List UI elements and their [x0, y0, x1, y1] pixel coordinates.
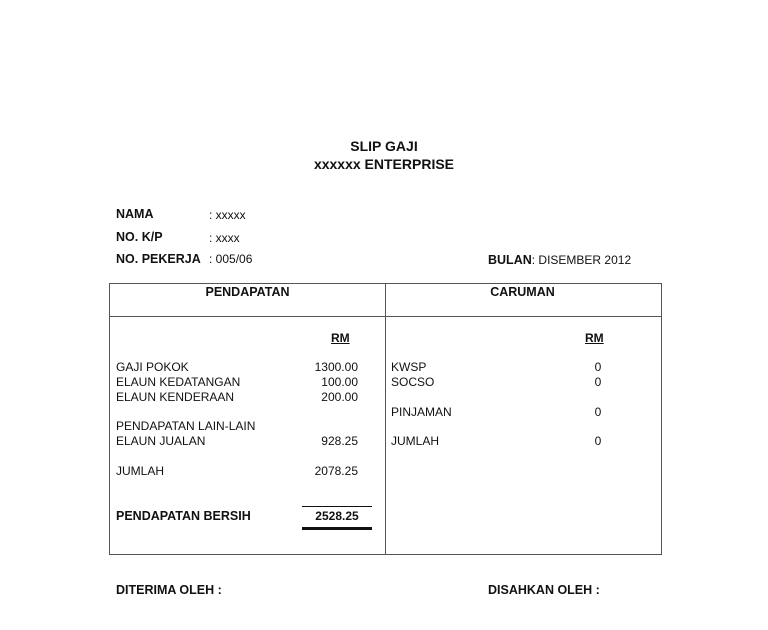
income-currency: RM: [331, 331, 350, 345]
month-label: BULAN: [488, 253, 532, 267]
deductions-heading: CARUMAN: [490, 285, 555, 299]
approved-by-label: DISAHKAN OLEH :: [488, 583, 600, 597]
net-pay-double-rule: [302, 527, 372, 530]
received-by-label: DITERIMA OLEH :: [116, 583, 222, 597]
income-item-value: 1300.00: [314, 360, 358, 374]
income-item-value: 100.00: [321, 375, 358, 389]
deductions-currency: RM: [585, 331, 604, 345]
income-item-label: GAJI POKOK: [116, 360, 189, 374]
company-name: xxxxxx ENTERPRISE: [313, 156, 455, 172]
deduction-item-label: PINJAMAN: [391, 405, 452, 419]
net-pay-value: 2528.25: [315, 509, 359, 523]
deduction-item-value: 0: [594, 375, 602, 389]
ic-label: NO. K/P: [116, 230, 163, 244]
month-field: [488, 252, 631, 267]
deduction-item-value: 0: [594, 360, 602, 374]
staff-no-label: NO. PEKERJA: [116, 252, 201, 266]
income-total-label: JUMLAH: [116, 464, 165, 478]
income-item-value: 928.25: [321, 434, 358, 448]
name-value: : xxxxx: [209, 208, 246, 222]
deduction-total-value: 0: [594, 434, 602, 448]
income-item-label: ELAUN KENDERAAN: [116, 390, 235, 404]
net-pay-label: PENDAPATAN BERSIH: [116, 509, 251, 523]
ic-value: : xxxx: [209, 231, 240, 245]
deduction-item-value: 0: [594, 405, 602, 419]
income-heading: PENDAPATAN: [205, 285, 290, 299]
deduction-item-label: KWSP: [391, 360, 427, 374]
month-value: : DISEMBER 2012: [531, 253, 632, 267]
column-divider: [385, 284, 386, 554]
slip-title: SLIP GAJI: [350, 138, 418, 154]
staff-no-value: : 005/06: [209, 252, 253, 266]
income-item-label: ELAUN KEDATANGAN: [116, 375, 241, 389]
name-label: NAMA: [116, 207, 154, 221]
net-pay-top-rule: [302, 506, 372, 507]
income-item-label: ELAUN JUALAN: [116, 434, 206, 448]
deduction-total-label: JUMLAH: [391, 434, 440, 448]
deduction-item-label: SOCSO: [391, 375, 435, 389]
income-item-value: 200.00: [321, 390, 358, 404]
other-income-heading: PENDAPATAN LAIN-LAIN: [116, 419, 256, 433]
income-total-value: 2078.25: [314, 464, 358, 478]
